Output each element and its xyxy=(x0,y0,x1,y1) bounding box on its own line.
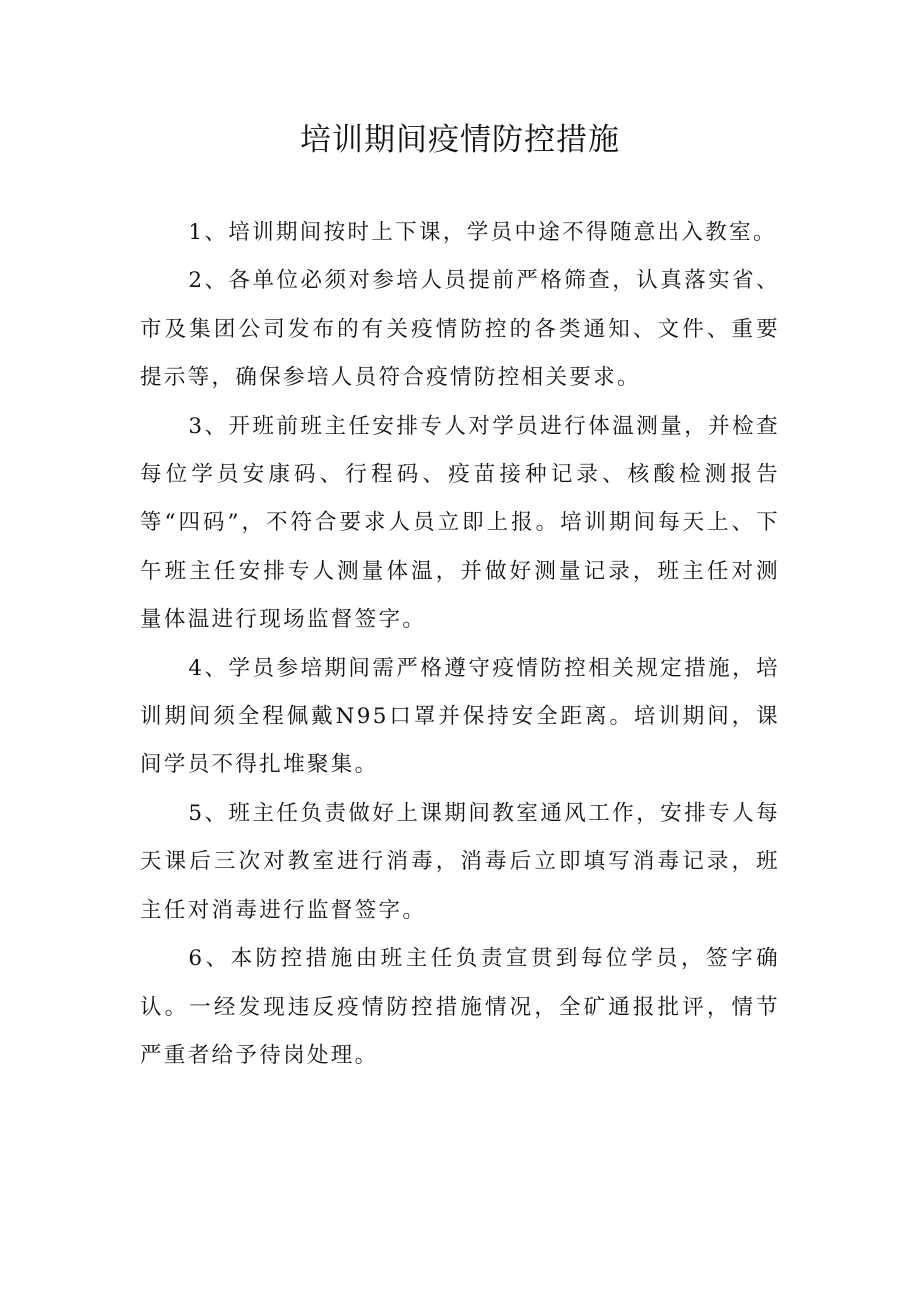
paragraph-2: 2、各单位必须对参培人员提前严格筛查，认真落实省、市及集团公司发布的有关疫情防控的各类通知、文件、重要提示等，确保参培人员符合疫情防控相关要求。 xyxy=(140,268,780,391)
paragraph-6: 6、本防控措施由班主任负责宣贯到每位学员，签字确认。一经发现违反疫情防控措施情况，全矿通报批评，情节严重者给予待岗处理。 xyxy=(140,946,780,1068)
document-title: 培训期间疫情防控措施 xyxy=(300,122,620,158)
paragraph-4: 4、学员参培期间需严格遵守疫情防控相关规定措施，培训期间须全程佩戴N95口罩并保持安全距离。培训期间，课间学员不得扎堆聚集。 xyxy=(140,655,780,778)
paragraph-5: 5、班主任负责做好上课期间教室通风工作，安排专人每天课后三次对教室进行消毒，消毒后立即填写消毒记录，班主任对消毒进行监督签字。 xyxy=(140,800,780,923)
document-body xyxy=(140,209,780,1080)
paragraph-3: 3、开班前班主任安排专人对学员进行体温测量，并检查每位学员安康码、行程码、疫苗接种记录、核酸检测报告等“四码”，不符合要求人员立即上报。培训期间每天上、下午班主任安排专人测量体温，并做好测量记录，班主任对测量体温进行现场监督签字。 xyxy=(140,413,780,633)
paragraph-1: 1、培训期间按时上下课，学员中途不得随意出入教室。 xyxy=(188,220,777,245)
